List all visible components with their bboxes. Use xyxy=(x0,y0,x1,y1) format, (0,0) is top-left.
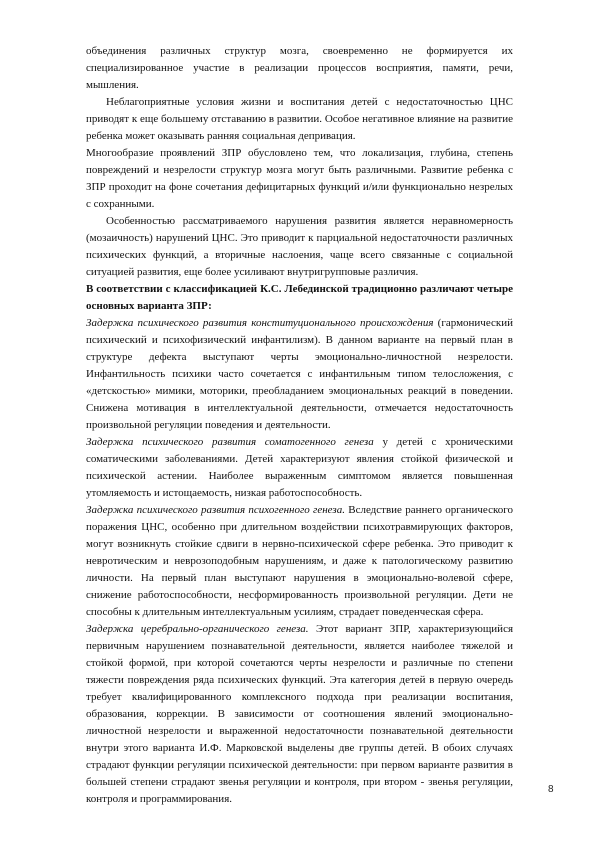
variant-cerebral-organic-text: Этот вариант ЗПР, характеризующийся первичным нарушением познавательной деятельности, является наиболее тяжелой и стойкой формой, при которой сочетаются черты незрелости и различные по степени тяжести повреждения ряда психических функций. Эта категория детей в первую очередь требует квалифицированного комплексного подхода при реализации воспитания, образования, коррекции. В зависимости от соотношения явлений эмоционально-личностной незрелости и выраженной недостаточности познавательной деятельности внутри этого варианта И.Ф. Марковской выделены две группы детей. В обоих случаях страдают функции регуляции психической деятельности: при первом варианте развития в большей степени страдают звенья регуляции и контроля, при втором - звенья регуляции, контроля и программирования. xyxy=(86,623,514,805)
variant-cerebral-organic xyxy=(86,621,513,808)
variant-psychogenic xyxy=(86,502,513,621)
variant-somatogenic xyxy=(86,434,513,502)
variant-somatogenic-title: Задержка психического развития соматогенного генеза xyxy=(86,436,374,448)
variant-constitutional xyxy=(86,315,513,434)
variant-psychogenic-title: Задержка психического развития психогенного генеза. xyxy=(86,504,345,516)
paragraph-continuation: объединения различных структур мозга, своевременно не формируется их специализированное участие в реализации процессов восприятия, памяти, речи, мышления. xyxy=(86,45,513,91)
variant-somatogenic-text: у детей с хроническими соматическими заболеваниями. Детей характеризуют явления стойкой физической и психической астении. Наиболее выраженным симптомом является повышенная утомляемость и истощаемость, низкая работоспособность. xyxy=(86,436,513,499)
variant-psychogenic-text: Вследствие раннего органического поражения ЦНС, особенно при длительном воздействии психотравмирующих факторов, могут возникнуть стойкие сдвиги в нервно-психической сфере ребенка. Это приводит к невротическим и неврозоподобным нарушениям, и даже к патологическому развитию личности. На первый план выступают нарушения в эмоционально-волевой сфере, снижение работоспособности, несформированность произвольной регуляции. Дети не способны к длительным интеллектуальным усилиям, страдает поведенческая сфера. xyxy=(86,504,513,618)
paragraph-feature: Особенностью рассматриваемого нарушения развития является неравномерность (мозаичность) нарушений ЦНС. Это приводит к парциальной недостаточности различных психических функций, а вторичные наслоения, чаще всего связанные с социальной ситуацией развития, еще более усиливают внутригрупповые различия. xyxy=(86,215,513,278)
body-text xyxy=(86,43,513,808)
classification-heading: В соответствии с классификацией К.С. Лебединской традиционно различают четыре основных варианта ЗПР: xyxy=(86,283,513,312)
paragraph-diversity: Многообразие проявлений ЗПР обусловлено тем, что локализация, глубина, степень повреждений и незрелости структур мозга могут быть различными. Развитие ребенка с ЗПР проходит на фоне сочетания дефицитарных функций и/или функционально незрелых с сохранными. xyxy=(86,147,513,210)
paragraph-unfavorable-conditions: Неблагоприятные условия жизни и воспитания детей с недостаточностью ЦНС приводят к еще большему отставанию в развитии. Особое негативное влияние на развитие ребенка может оказывать ранняя социальная депривация. xyxy=(86,96,513,142)
variant-constitutional-title: Задержка психического развития конституционального происхождения xyxy=(86,317,434,329)
page-number: 8 xyxy=(548,784,554,795)
variant-constitutional-text: (гармонический психический и психофизический инфантилизм). В данном варианте на первый план в структуре дефекта выступают черты эмоционально-личностной незрелости. Инфантильность психики часто сочетается с инфантильным типом телосложения, с «детскостью» мимики, моторики, преобладанием эмоциональных реакций в поведении. Снижена мотивация в интеллектуальной деятельности, отмечается недостаточность произвольной регуляции поведения и деятельности. xyxy=(86,317,513,431)
variant-cerebral-organic-title: Задержка церебрально-органического генеза. xyxy=(86,623,309,635)
